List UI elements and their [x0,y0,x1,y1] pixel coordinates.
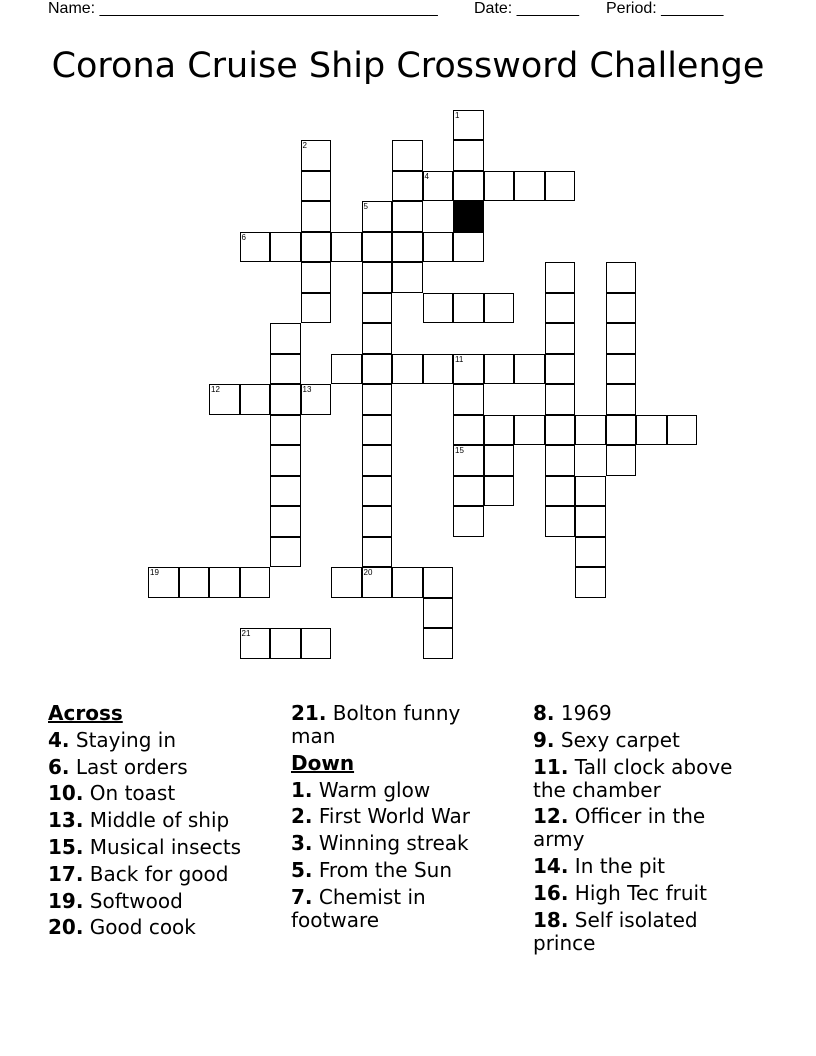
crossword-cell[interactable] [270,628,301,659]
clues-column-2 [291,702,491,936]
crossword-cell[interactable] [362,506,393,537]
across-clue: 19. Softwood [48,888,183,913]
down-clue: 11. Tall clock above the chamber [533,754,733,802]
crossword-cell[interactable] [545,384,576,415]
crossword-cell[interactable] [636,415,667,446]
crossword-cell[interactable] [667,415,698,446]
clue-number: 1 [455,110,460,120]
crossword-cell[interactable] [606,445,637,476]
down-clue: 3. Winning streak [291,831,469,856]
down-clue: 16. High Tec fruit [533,880,707,905]
across-clue: 10. On toast [48,781,176,806]
down-clue: 7. Chemist in footware [291,884,426,932]
down-clue: 12. Officer in the army [533,804,706,852]
crossword-cell[interactable] [514,415,545,446]
clue-number: 20 [363,568,373,577]
down-clue: 5. From the Sun [291,857,453,882]
crossword-cell[interactable] [362,323,393,354]
crossword-cell[interactable] [270,384,301,415]
crossword-cell[interactable] [484,354,515,385]
down-clue: 8. 1969 [533,701,612,725]
clue-number: 4 [424,171,429,181]
crossword-cell[interactable] [453,445,484,476]
down-clue: 14. In the pit [533,854,666,879]
crossword-cell[interactable] [453,506,484,537]
down-heading: Down [291,750,355,775]
crossword-cell[interactable] [331,232,362,263]
clues-column-1 [48,702,278,943]
crossword-cell[interactable] [453,110,484,141]
crossword-cell[interactable] [575,415,606,446]
crossword-cell[interactable] [240,232,271,263]
crossword-cell[interactable] [362,232,393,263]
crossword-cell[interactable] [270,537,301,568]
crossword-cell[interactable] [301,384,332,415]
crossword-cell[interactable] [545,506,576,537]
crossword-cell[interactable] [301,628,332,659]
crossword-cell[interactable] [270,232,301,263]
across-clue: 13. Middle of ship [48,808,230,833]
crossword-cell[interactable] [453,232,484,263]
crossword-cell[interactable] [545,323,576,354]
page-title: Corona Cruise Ship Crossword Challenge [51,46,765,86]
crossword-cell[interactable] [209,567,240,598]
down-clue: 9. Sexy carpet [533,727,680,752]
crossword-cell[interactable] [575,506,606,537]
crossword-cell[interactable] [545,171,576,202]
crossword-cell[interactable] [575,476,606,507]
crossword-cell[interactable] [270,354,301,385]
crossword-cell[interactable] [545,262,576,293]
crossword-cell[interactable] [392,140,423,171]
crossword-cell[interactable] [301,140,332,171]
across-heading: Across [48,701,123,725]
clue-number: 21 [241,629,251,638]
crossword-cell[interactable] [484,476,515,507]
crossword-cell[interactable] [423,171,454,202]
crossword-cell[interactable] [240,384,271,415]
crossword-cell[interactable] [301,262,332,293]
crossword-cell[interactable] [484,445,515,476]
crossword-cell[interactable] [240,567,271,598]
crossword-cell[interactable] [514,354,545,385]
crossword-cell[interactable] [362,537,393,568]
clue-number: 15 [455,446,464,455]
crossword-cell[interactable] [606,262,637,293]
crossword-cell[interactable] [545,476,576,507]
crossword-cell[interactable] [484,171,515,202]
across-clue: 21. Bolton funny man [291,701,461,748]
crossword-cell[interactable] [362,201,393,232]
crossword-cell[interactable] [240,628,271,659]
crossword-cell[interactable] [148,567,179,598]
across-clue: 17. Back for good [48,861,229,886]
name-field-label: Name: ______________________________________ [48,0,438,17]
crossword-cell[interactable] [270,506,301,537]
crossword-cell[interactable] [362,293,393,324]
clue-number: 19 [150,568,159,577]
crossword-cell[interactable] [331,567,362,598]
crossword-cell[interactable] [362,445,393,476]
crossword-cell[interactable] [453,171,484,202]
crossword-cell[interactable] [362,567,393,598]
down-clue: 2. First World War [291,804,470,829]
date-field-label: Date: _______ [474,0,579,17]
across-clue: 15. Musical insects [48,834,242,859]
crossword-cell[interactable] [301,293,332,324]
period-field-label: Period: _______ [606,0,724,17]
crossword-cell[interactable] [301,201,332,232]
crossword-cell[interactable] [392,354,423,385]
down-clue: 1. Warm glow [291,777,431,802]
crossword-cell[interactable] [575,567,606,598]
crossword-cell[interactable] [545,415,576,446]
crossword-cell[interactable] [179,567,210,598]
crossword-cell[interactable] [575,537,606,568]
crossword-cell[interactable] [606,354,637,385]
clue-number: 6 [241,232,246,242]
crossword-cell[interactable] [453,293,484,324]
clues-column-3 [533,702,758,959]
crossword-cell[interactable] [392,201,423,232]
crossword-cell[interactable] [392,232,423,263]
crossword-cell[interactable] [362,262,393,293]
crossword-cell[interactable] [270,415,301,446]
crossword-cell[interactable] [423,354,454,385]
crossword-cell[interactable] [453,354,484,385]
crossword-cell[interactable] [209,384,240,415]
crossword-cell[interactable] [423,567,454,598]
across-clue: 20. Good cook [48,915,196,940]
crossword-cell[interactable] [423,232,454,263]
down-clue: 18. Self isolated prince [533,907,698,955]
crossword-cell[interactable] [423,293,454,324]
crossword-cell[interactable] [606,293,637,324]
crossword-cell[interactable] [270,323,301,354]
crossword-cell[interactable] [331,354,362,385]
crossword-cell[interactable] [453,415,484,446]
crossword-cell[interactable] [545,293,576,324]
crossword-cell[interactable] [606,384,637,415]
crossword-cell[interactable] [484,293,515,324]
crossword-cell[interactable] [423,628,454,659]
crossword-cell[interactable] [606,323,637,354]
crossword-cell[interactable] [423,598,454,629]
clue-number: 13 [302,385,312,394]
crossword-cell[interactable] [392,171,423,202]
blocked-cell [453,201,484,232]
crossword-cell[interactable] [392,567,423,598]
crossword-cell[interactable] [270,476,301,507]
crossword-cell[interactable] [453,140,484,171]
crossword-cell[interactable] [545,354,576,385]
crossword-cell[interactable] [301,171,332,202]
crossword-cell[interactable] [453,384,484,415]
crossword-cell[interactable] [362,354,393,385]
clue-number: 5 [363,202,368,211]
across-clue: 6. Last orders [48,754,188,779]
clue-number: 2 [302,141,307,150]
crossword-cell[interactable] [270,445,301,476]
crossword-cell[interactable] [362,415,393,446]
clue-number: 12 [211,385,220,394]
crossword-cell[interactable] [606,415,637,446]
clue-number: 11 [455,354,464,364]
crossword-cell[interactable] [301,232,332,263]
crossword-cell[interactable] [484,415,515,446]
crossword-cell[interactable] [453,476,484,507]
crossword-cell[interactable] [362,476,393,507]
crossword-cell[interactable] [545,445,576,476]
crossword-cell[interactable] [514,171,545,202]
across-clue: 4. Staying in [48,727,177,752]
crossword-cell[interactable] [392,262,423,293]
crossword-cell[interactable] [362,384,393,415]
